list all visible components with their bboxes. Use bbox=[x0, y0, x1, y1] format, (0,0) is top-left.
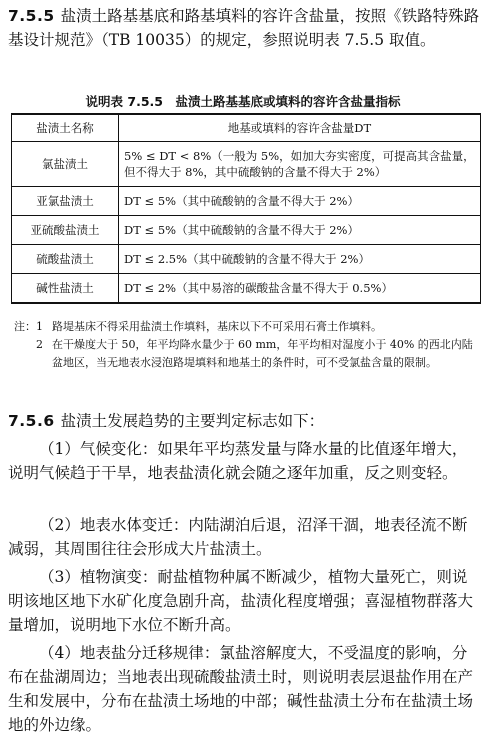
section-text: 盐渍土路基基底和路基填料的容许含盐量，按照《铁路特殊路基设计规范》（TB 10035）的规定，参照说明表 7.5.5 取值。 bbox=[8, 7, 480, 49]
table-cell-name: 亚硫酸盐渍土 bbox=[12, 216, 119, 245]
table-cell-value: 5% ≤ DT < 8%（一般为 5%，如加大夯实密度，可提高其含盐量，但不得大于 8%，其中硫酸钠的含量不得大于 2%） bbox=[119, 142, 481, 187]
salt-content-table bbox=[11, 113, 481, 304]
table-row bbox=[12, 216, 481, 245]
table-cell-name: 氯盐渍土 bbox=[12, 142, 119, 187]
table-cell-value: DT ≤ 2%（其中易溶的碳酸盐含量不得大于 0.5%） bbox=[119, 274, 481, 304]
table-cell-name: 硫酸盐渍土 bbox=[12, 245, 119, 274]
table-header-row bbox=[12, 114, 481, 142]
note-label: 注： bbox=[14, 320, 36, 333]
section-7-5-6 bbox=[8, 409, 480, 433]
table-cell-name: 碱性盐渍土 bbox=[12, 274, 119, 304]
paragraph-vegetation: （3）植物演变：耐盐植物种属不断减少，植物大量死亡，则说明该地区地下水矿化度急剧升高，盐渍化程度增强；喜湿植物群落大量增加，说明地下水位不断升高。 bbox=[8, 568, 474, 634]
table-cell-value: DT ≤ 2.5%（其中硫酸钠的含量不得大于 2%） bbox=[119, 245, 481, 274]
section-number: 7.5.6 bbox=[8, 412, 55, 430]
paragraph-salt-migration: （4）地表盐分迁移规律：氯盐溶解度大，不受温度的影响，分布在盐湖周边；当地表出现硫酸盐渍土时，则说明表层退盐作用在产生和发展中，分布在盐渍土场地的中部；碱性盐渍土分布在盐渍土场地的外边缘。 bbox=[8, 644, 474, 734]
table-header-name: 盐渍土名称 bbox=[12, 114, 119, 142]
table-header-value: 地基或填料的容许含盐量DT bbox=[119, 114, 481, 142]
note-number: 1 bbox=[36, 320, 43, 333]
table-row bbox=[12, 142, 481, 187]
note-text: 在干燥度大于 50，年平均降水量少于 60 mm，年平均相对湿度小于 40% 的西北内陆盆地区，当无地表水浸泡路堤填料和地基土的条件时，可不受氯盐含量的限制。 bbox=[52, 338, 473, 369]
note-item bbox=[14, 318, 480, 336]
table-cell-value: DT ≤ 5%（其中硫酸钠的含量不得大于 2%） bbox=[119, 216, 481, 245]
table-cell-name: 亚氯盐渍土 bbox=[12, 187, 119, 216]
table-row bbox=[12, 245, 481, 274]
table-title: 说明表 7.5.5 盐渍土路基基底或填料的容许含盐量指标 bbox=[85, 94, 401, 109]
table-notes bbox=[14, 318, 480, 372]
note-item bbox=[14, 336, 480, 372]
table-row bbox=[12, 274, 481, 304]
section-7-5-5 bbox=[8, 4, 480, 52]
note-text: 路堤基床不得采用盐渍土作填料，基床以下不可采用石膏土作填料。 bbox=[52, 320, 382, 333]
table-row bbox=[12, 187, 481, 216]
table-cell-value: DT ≤ 5%（其中硫酸钠的含量不得大于 2%） bbox=[119, 187, 481, 216]
section-number: 7.5.5 bbox=[8, 7, 55, 25]
paragraph-climate: （1）气候变化：如果年平均蒸发量与降水量的比值逐年增大，说明气候趋于干旱，地表盐渍化就会随之逐年加重，反之则变轻。 bbox=[8, 440, 468, 482]
section-text: 盐渍土发展趋势的主要判定标志如下： bbox=[60, 412, 325, 430]
paragraph-surface-water: （2）地表水体变迁：内陆湖泊后退，沼泽干涸，地表径流不断减弱，其周围往往会形成大片盐渍土。 bbox=[8, 516, 468, 558]
note-number: 2 bbox=[36, 338, 43, 351]
